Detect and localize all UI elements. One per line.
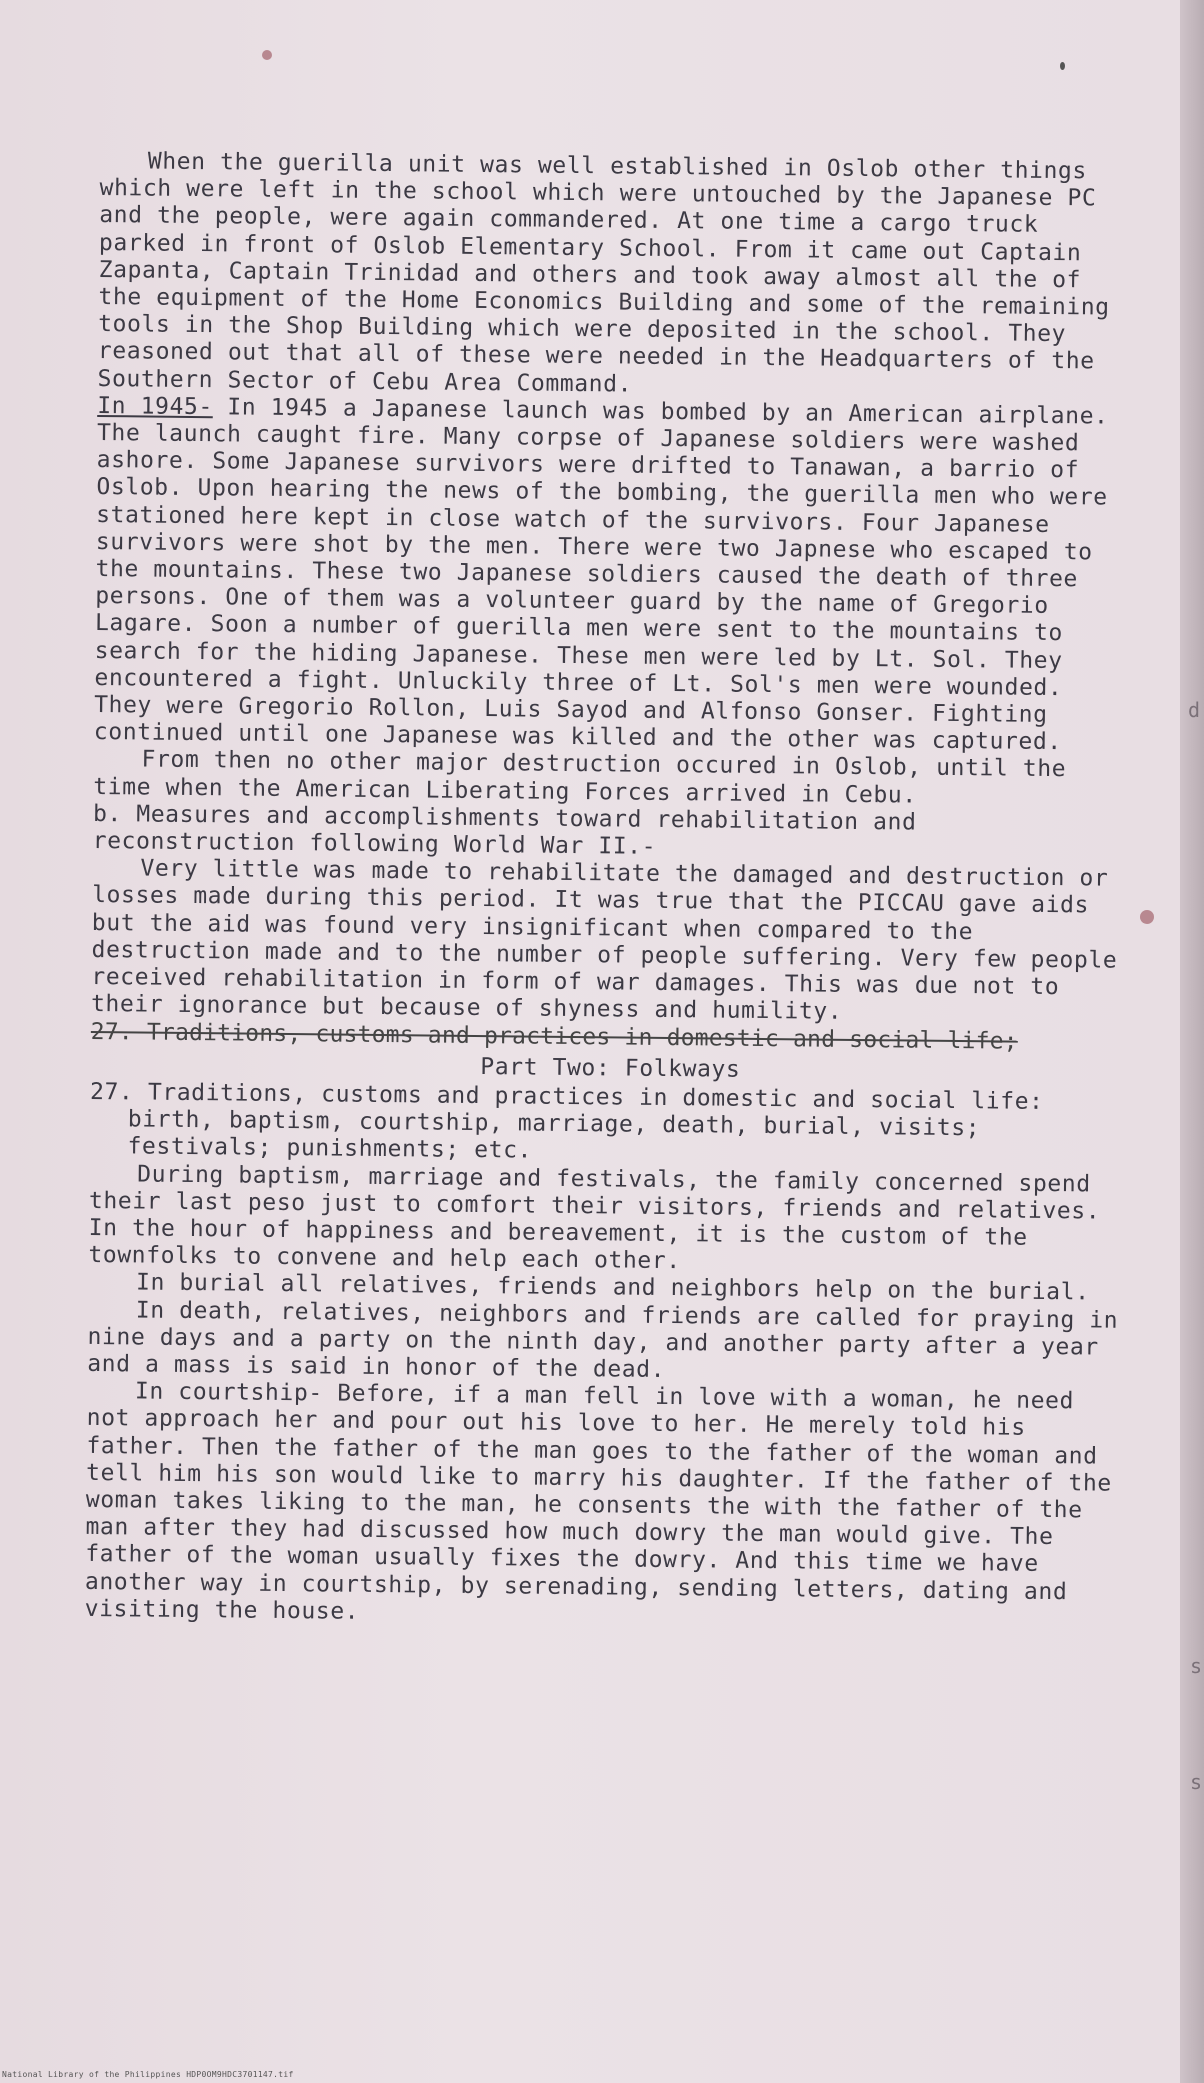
margin-mark: d bbox=[1188, 698, 1201, 722]
paragraph-death: In death, relatives, neighbors and friends are called for praying in nine days and a party on the ninth day, and another party after a year and a mass is said in honor of the dead. bbox=[87, 1296, 1133, 1383]
paragraph-courtship: In courtship- Before, if a man fell in love with a woman, he need not approach her and pour out his love to her. He merely told his father. Then the father of the man goes to the father of the woman and tell him his son would like to marry his daughter. If the father of the woman takes liking to the man, he consents the with the father of the man after they had discussed how much dowry the man would give. The father of the woman usually fixes the dowry. And this time we have another way in courtship, by serenading, sending letters, dating and visiting the house. bbox=[84, 1378, 1127, 1625]
paragraph-baptism: During baptism, marriage and festivals, the family concerned spend their last peso just to comfort their visitors, friends and relatives. In the hour of happiness and bereavement, it is the custom of the townfolks to convene and help each other. bbox=[88, 1160, 1115, 1275]
margin-mark: s bbox=[1190, 1770, 1203, 1794]
typed-text-body bbox=[85, 148, 1140, 1634]
paragraph-1945-body: In 1945 a Japanese launch was bombed by an American airplane. The launch caught fire. Many corpse of Japanese soldiers were washed ashore. Some Japanese survivors were drifted to Tanawan, a barrio of Oslob. Upon hearing the news of the bombing, the guerilla men who were stationed here kept in close watch of the survivors. Four Japanese survivors were shot by the men. There were two Japnese who escaped to the mountains. These two Japanese soldiers caused the death of three persons. One of them was a volunteer guard by the name of Gregorio Lagare. Soon a number of guerilla men were sent to the mountains to search for the hiding Japanese. These men were led by Lt. Sol. They encountered a fight. Unluckily three of Lt. Sol's men were wounded. They were Gregorio Rollon, Luis Sayod and Alfonso Gonser. Fighting continued until one Japanese was killed and the other was captured. bbox=[93, 394, 1124, 756]
margin-mark: s bbox=[1190, 1654, 1203, 1678]
scan-footer: National Library of the Philippines HDP0OM9HDC3701147.tif bbox=[2, 2070, 294, 2079]
paragraph-guerilla-school: When the guerilla unit was well established in Oslob other things which were left in the school which were untouched by the Japanese PC and the people, were again commandered. At one time a cargo truck parked in front of Oslob Elementary School. From it came out Captain Zapanta, Captain Trinidad and others and took away almost all the of the equipment of the Home Economics Building and some of the remaining tools in the Shop Building which were deposited in the school. They reasoned out that all of these were needed in the Headquarters of the Southern Sector of Cebu Area Command. bbox=[97, 148, 1125, 398]
paper-speck bbox=[1060, 62, 1065, 70]
paragraph-burial: In burial all relatives, friends and neighbors help on the burial. bbox=[135, 1269, 1090, 1306]
paper-speck bbox=[1140, 910, 1154, 924]
paper-speck bbox=[262, 50, 272, 60]
item-27-heading: 27. Traditions, customs and practices in domestic and social life: birth, baptism, courtship, marriage, death, burial, visits; festivals; punishments; etc. bbox=[89, 1078, 1059, 1164]
year-heading: In 1945- bbox=[97, 392, 214, 421]
section-b-heading: b. Measures and accomplishments toward rehabilitation and reconstruction following World War II.- bbox=[92, 800, 932, 860]
struck-out-text: 27. Traditions, customs and practices in domestic and social life; bbox=[90, 1018, 1018, 1055]
part-two-heading: Part Two: Folkways bbox=[480, 1053, 741, 1083]
paragraph-no-destruction: From then no other major destruction occured in Oslob, until the time when the American Liberating Forces arrived in Cebu. bbox=[93, 746, 1081, 809]
paragraph-rehabilitation: Very little was made to rehabilitate the damaged and destruction or losses made during this period. It was true that the PICCAU gave aids but the aid was found very insignificant when compared to the destruction made and to the number of people suffering. Very few people received rehabilitation in form of war damages. This was due not to their ignorance but because of shyness and humility. bbox=[90, 855, 1132, 1026]
paragraph-1945 bbox=[94, 393, 1138, 758]
